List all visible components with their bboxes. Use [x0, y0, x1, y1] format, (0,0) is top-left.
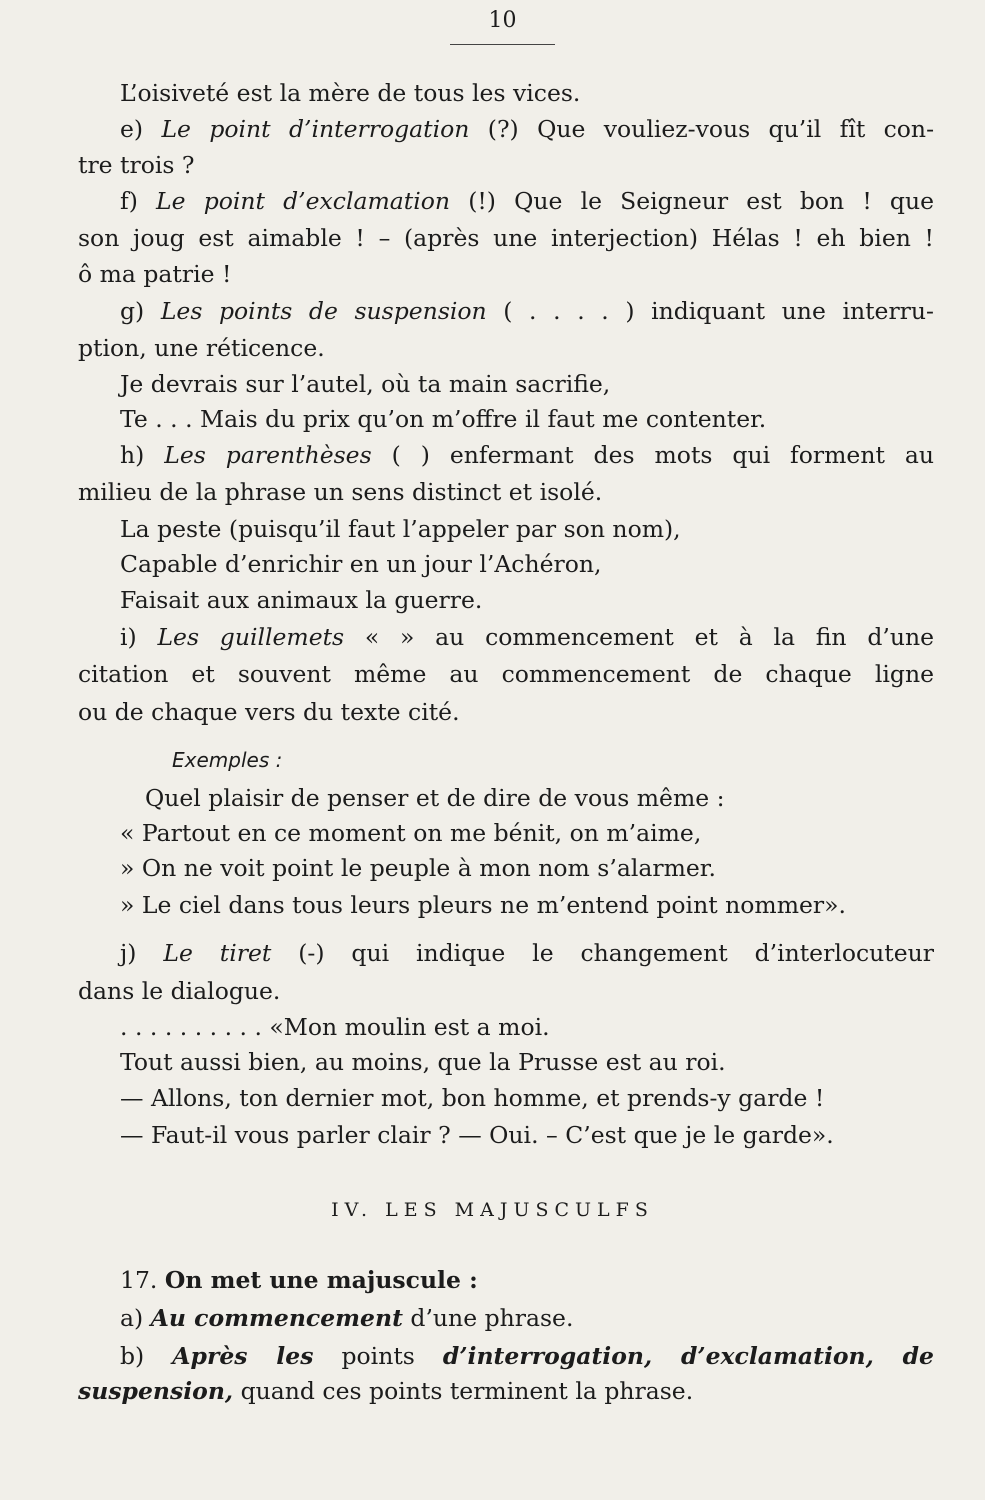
verse-line [120, 369, 934, 399]
verse-line [120, 549, 934, 579]
text-line [78, 1376, 934, 1406]
text-span: Te . . . Mais du prix qu’on m’offre il faut me contenter. [120, 405, 767, 433]
text-span: ption, une réticence. [78, 334, 325, 362]
text-line [78, 697, 934, 727]
text-span: » On ne voit point le peuple à mon nom s’alarmer. [120, 854, 716, 882]
text-line [120, 78, 934, 108]
verse-line [120, 1047, 934, 1077]
text-span: (!) Que le Seigneur est bon ! que [450, 187, 935, 215]
item-marker: a) [120, 1304, 151, 1332]
text-span: « Partout en ce moment on me bénit, on m’aime, [120, 819, 702, 847]
verse-line [120, 1083, 934, 1113]
item-marker: i) [120, 623, 158, 651]
text-span: » Le ciel dans tous leurs pleurs ne m’entend point nommer». [120, 891, 846, 919]
verse-line [120, 853, 934, 883]
text-line [78, 333, 934, 363]
text-span: ( ) enfermant des mots qui forment au [371, 441, 934, 469]
page-number-rule [450, 44, 555, 45]
text-span: d’une phrase. [402, 1304, 574, 1332]
item-term: d’interrogation, d’exclamation, de [442, 1342, 934, 1370]
verse-line [120, 404, 934, 434]
text-line [78, 223, 934, 253]
text-span: points [313, 1342, 443, 1370]
verse-line [120, 585, 934, 615]
text-span: La peste (puisqu’il faut l’appeler par son nom), [120, 515, 681, 543]
text-line [120, 1341, 934, 1371]
text-span: citation et souvent même au commencement de chaque ligne [78, 660, 934, 688]
text-span: — Faut-il vous parler clair ? — Oui. – C’est que je le garde». [120, 1121, 834, 1149]
rule-title: On met une majuscule : [164, 1266, 478, 1294]
verse-line [120, 1120, 934, 1150]
text-line [120, 440, 934, 470]
rule-number: 17. [120, 1266, 165, 1294]
text-line [120, 186, 934, 216]
verse-line [120, 890, 934, 920]
text-span: Tout aussi bien, au moins, que la Prusse est au roi. [120, 1048, 726, 1076]
text-span: Quel plaisir de penser et de dire de vous même : [145, 784, 725, 812]
section-heading: IV. LES MAJUSCULFS [331, 1199, 654, 1221]
text-span: — Allons, ton dernier mot, bon homme, et prends-y garde ! [120, 1084, 825, 1112]
item-marker: g) [120, 297, 161, 325]
text-span: (?) Que vouliez-vous qu’il fît con- [469, 115, 935, 143]
page-number: 10 [488, 8, 517, 33]
item-term: Les guillemets [157, 623, 345, 651]
text-line [120, 938, 934, 968]
text-line [78, 150, 934, 180]
text-span: Capable d’enrichir en un jour l’Achéron, [120, 550, 602, 578]
text-span: L’oisiveté est la mère de tous les vices. [120, 79, 581, 107]
item-term: Le point d’exclamation [156, 187, 451, 215]
item-marker: j) [120, 939, 164, 967]
text-span: Faisait aux animaux la guerre. [120, 586, 483, 614]
item-term: suspension, [78, 1377, 234, 1405]
text-span: dans le dialogue. [78, 977, 281, 1005]
text-line [78, 976, 934, 1006]
text-line [78, 659, 934, 689]
text-span: milieu de la phrase un sens distinct et isolé. [78, 478, 603, 506]
text-span: Exemples : [172, 748, 283, 772]
examples-label [172, 744, 985, 775]
item-term: Les parenthèses [164, 441, 372, 469]
item-marker: f) [120, 187, 157, 215]
text-span: ô ma patrie ! [78, 260, 232, 288]
item-term: Le point d’interrogation [161, 115, 470, 143]
item-marker: b) [120, 1342, 173, 1370]
text-span: son joug est aimable ! – (après une interjection) Hélas ! eh bien ! [78, 224, 934, 252]
item-term: Les points de suspension [160, 297, 487, 325]
text-line [78, 259, 934, 289]
text-span: tre trois ? [78, 151, 195, 179]
text-span: Je devrais sur l’autel, où ta main sacrifie, [120, 370, 611, 398]
text-line [120, 114, 934, 144]
text-span: « » au commencement et à la fin d’une [344, 623, 935, 651]
rule-heading [120, 1265, 934, 1295]
text-line [120, 1303, 934, 1333]
text-span: ou de chaque vers du texte cité. [78, 698, 460, 726]
text-span: (-) qui indique le changement d’interlocuteur [271, 939, 934, 967]
text-line [78, 477, 934, 507]
item-term: Au commencement [150, 1304, 403, 1332]
text-line [120, 622, 934, 652]
text-line [120, 296, 934, 326]
item-term: Le tiret [163, 939, 272, 967]
text-span: . . . . . . . . . . «Mon moulin est a moi. [120, 1013, 550, 1041]
text-span: ( . . . . ) indiquant une interru- [486, 297, 934, 325]
item-term: Après les [172, 1342, 314, 1370]
verse-line [145, 783, 934, 813]
verse-line [120, 818, 934, 848]
verse-line [120, 1012, 934, 1042]
item-marker: h) [120, 441, 165, 469]
text-span: quand ces points terminent la phrase. [233, 1377, 694, 1405]
verse-line [120, 514, 934, 544]
item-marker: e) [120, 115, 162, 143]
